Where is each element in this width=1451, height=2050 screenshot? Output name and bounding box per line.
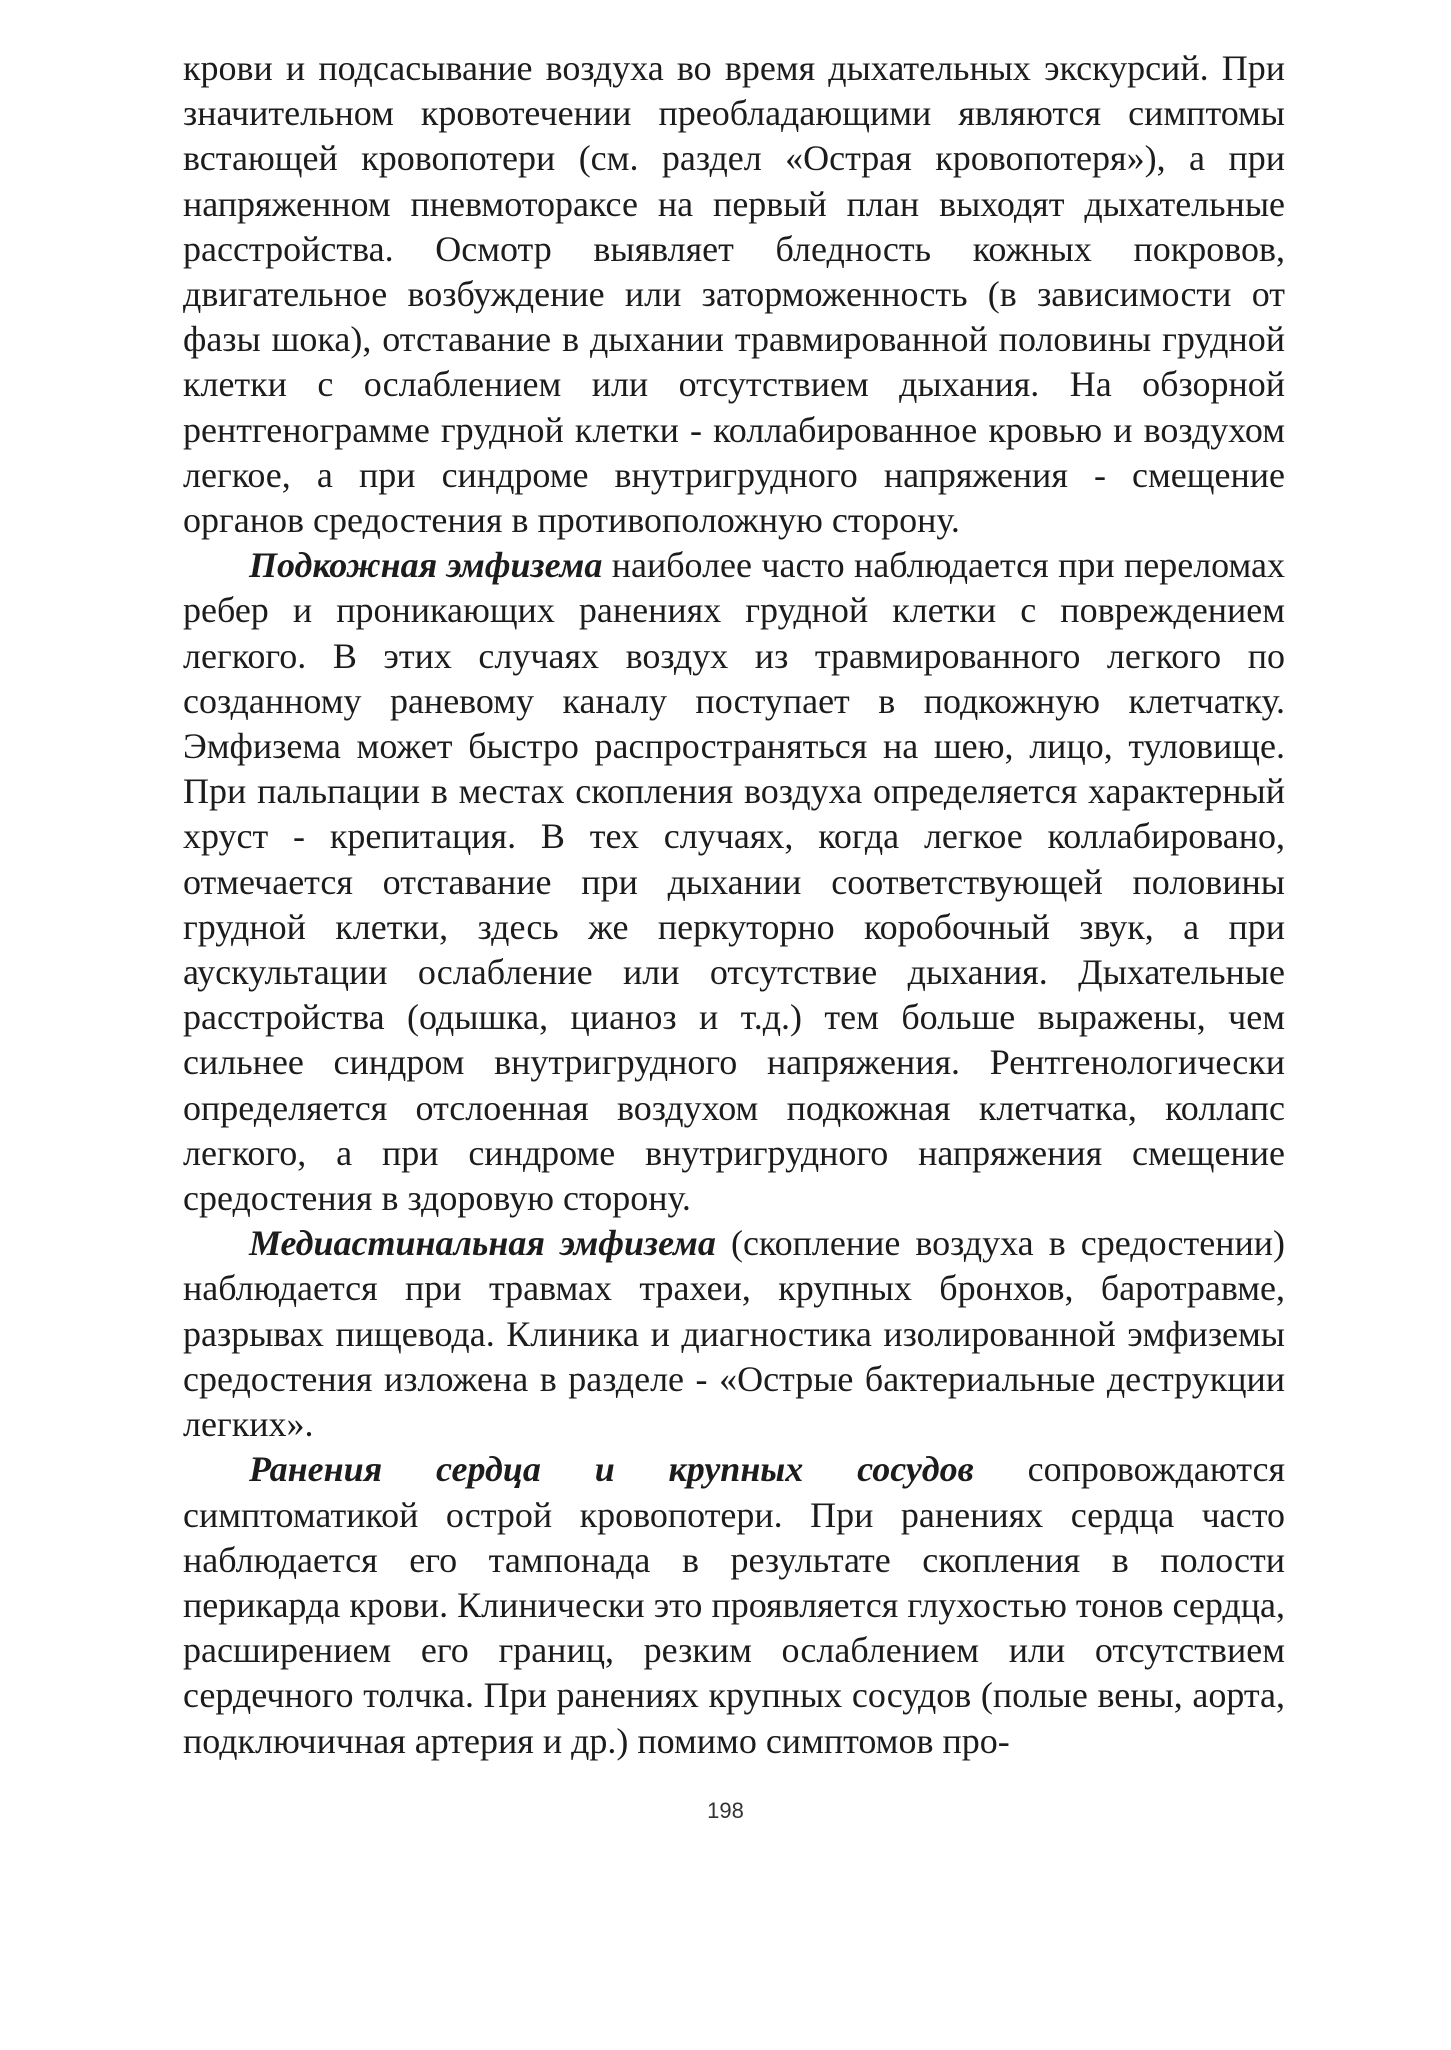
term-heading: Подкожная эмфизема	[249, 545, 603, 586]
page-body	[183, 46, 1285, 1764]
paragraph-continuation	[183, 46, 1285, 543]
paragraph-heart-vessel-wounds	[183, 1447, 1285, 1763]
paragraph-text: сопровождаются симптоматикой острой кровопотери. При ранениях сердца часто наблюдается его тампонада в результате скопления в полости перикарда крови. Клинически это проявляется глухостью тонов сердца, расширением его границ, резким ослаблением или отсутствием сердечного толчка. При ранениях крупных сосудов (полые вены, аорта, подключичная артерия и др.) помимо симптомов про-	[183, 1449, 1285, 1761]
term-heading: Медиастинальная эмфизема	[249, 1223, 716, 1264]
paragraph-text: крови и подсасывание воздуха во время дыхательных экскурсий. При значительном кровотечении преобладающими являются симптомы встающей кровопотери (см. раздел «Острая кровопотеря»), а при напряженном пневмотораксе на первый план выходят дыхательные расстройства. Осмотр выявляет бледность кожных покровов, двигательное возбуждение или заторможенность (в зависимости от фазы шока), отставание в дыхании травмированной половины грудной клетки с ослаблением или отсутствием дыхания. На обзорной рентгенограмме грудной клетки - коллабированное кровью и воздухом легкое, а при синдроме внутригрудного напряжения - смещение органов средостения в противоположную сторону.	[183, 48, 1285, 541]
page-number: 198	[707, 1798, 744, 1823]
paragraph-text: (скопление воздуха в средостении) наблюдается при травмах трахеи, крупных бронхов, баротравме, разрывах пищевода. Клиника и диагностика изолированной эмфиземы средостения изложена в разделе - «Острые бактериальные деструкции легких».	[183, 1223, 1285, 1445]
paragraph-text: наиболее часто наблюдается при переломах ребер и проникающих ранениях грудной клетки с повреждением легкого. В этих случаях воздух из травмированного легкого по созданному раневому каналу поступает в подкожную клетчатку. Эмфизема может быстро распространяться на шею, лицо, туловище. При пальпации в местах скопления воздуха определяется характерный хруст - крепитация. В тех случаях, когда легкое коллабировано, отмечается отставание при дыхании соответствующей половины грудной клетки, здесь же перкуторно коробочный звук, а при аускультации ослабление или отсутствие дыхания. Дыхательные расстройства (одышка, цианоз и т.д.) тем больше выражены, чем сильнее синдром внутригрудного напряжения. Рентгенологически определяется отслоенная воздухом подкожная клетчатка, коллапс легкого, а при синдроме внутригрудного напряжения смещение средостения в здоровую сторону.	[183, 545, 1285, 1219]
term-heading: Ранения сердца и крупных сосудов	[249, 1449, 974, 1490]
paragraph-subcutaneous-emphysema	[183, 543, 1285, 1221]
paragraph-mediastinal-emphysema	[183, 1221, 1285, 1447]
